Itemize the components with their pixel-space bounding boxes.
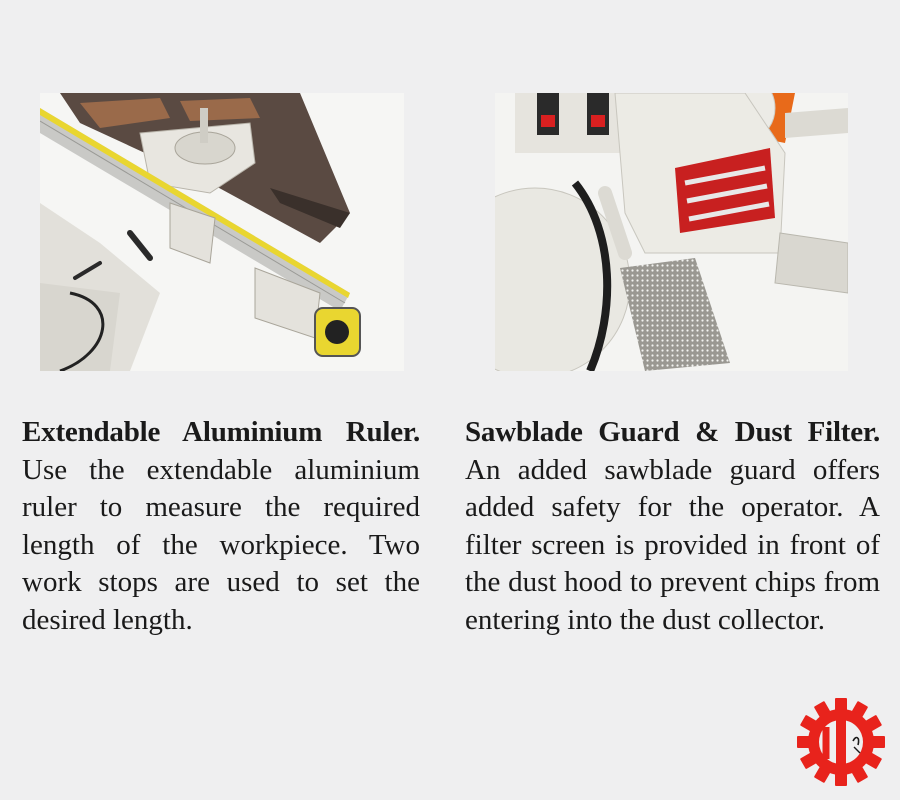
gear-logo-icon [796,697,886,787]
guard-caption-body: An added sawblade guard offers added safety for the operator. A filter screen is provided in front of the dust hood to prevent chips from entering into the dust collector. [465,453,880,636]
ruler-caption-heading: Extendable Aluminium Ruler. [22,416,420,448]
ruler-caption [22,414,420,639]
ruler-caption-body: Use the extendable aluminium ruler to measure the required length of the workpiece. Two work stops are used to set the desired length. [22,453,420,636]
sawblade-guard-photo [495,93,848,371]
sawblade-guard-illustration [495,93,848,371]
guard-caption-heading: Sawblade Guard & Dust Filter. [465,416,880,448]
ruler-illustration [40,93,404,371]
guard-caption [465,414,880,639]
ruler-photo [40,93,404,371]
